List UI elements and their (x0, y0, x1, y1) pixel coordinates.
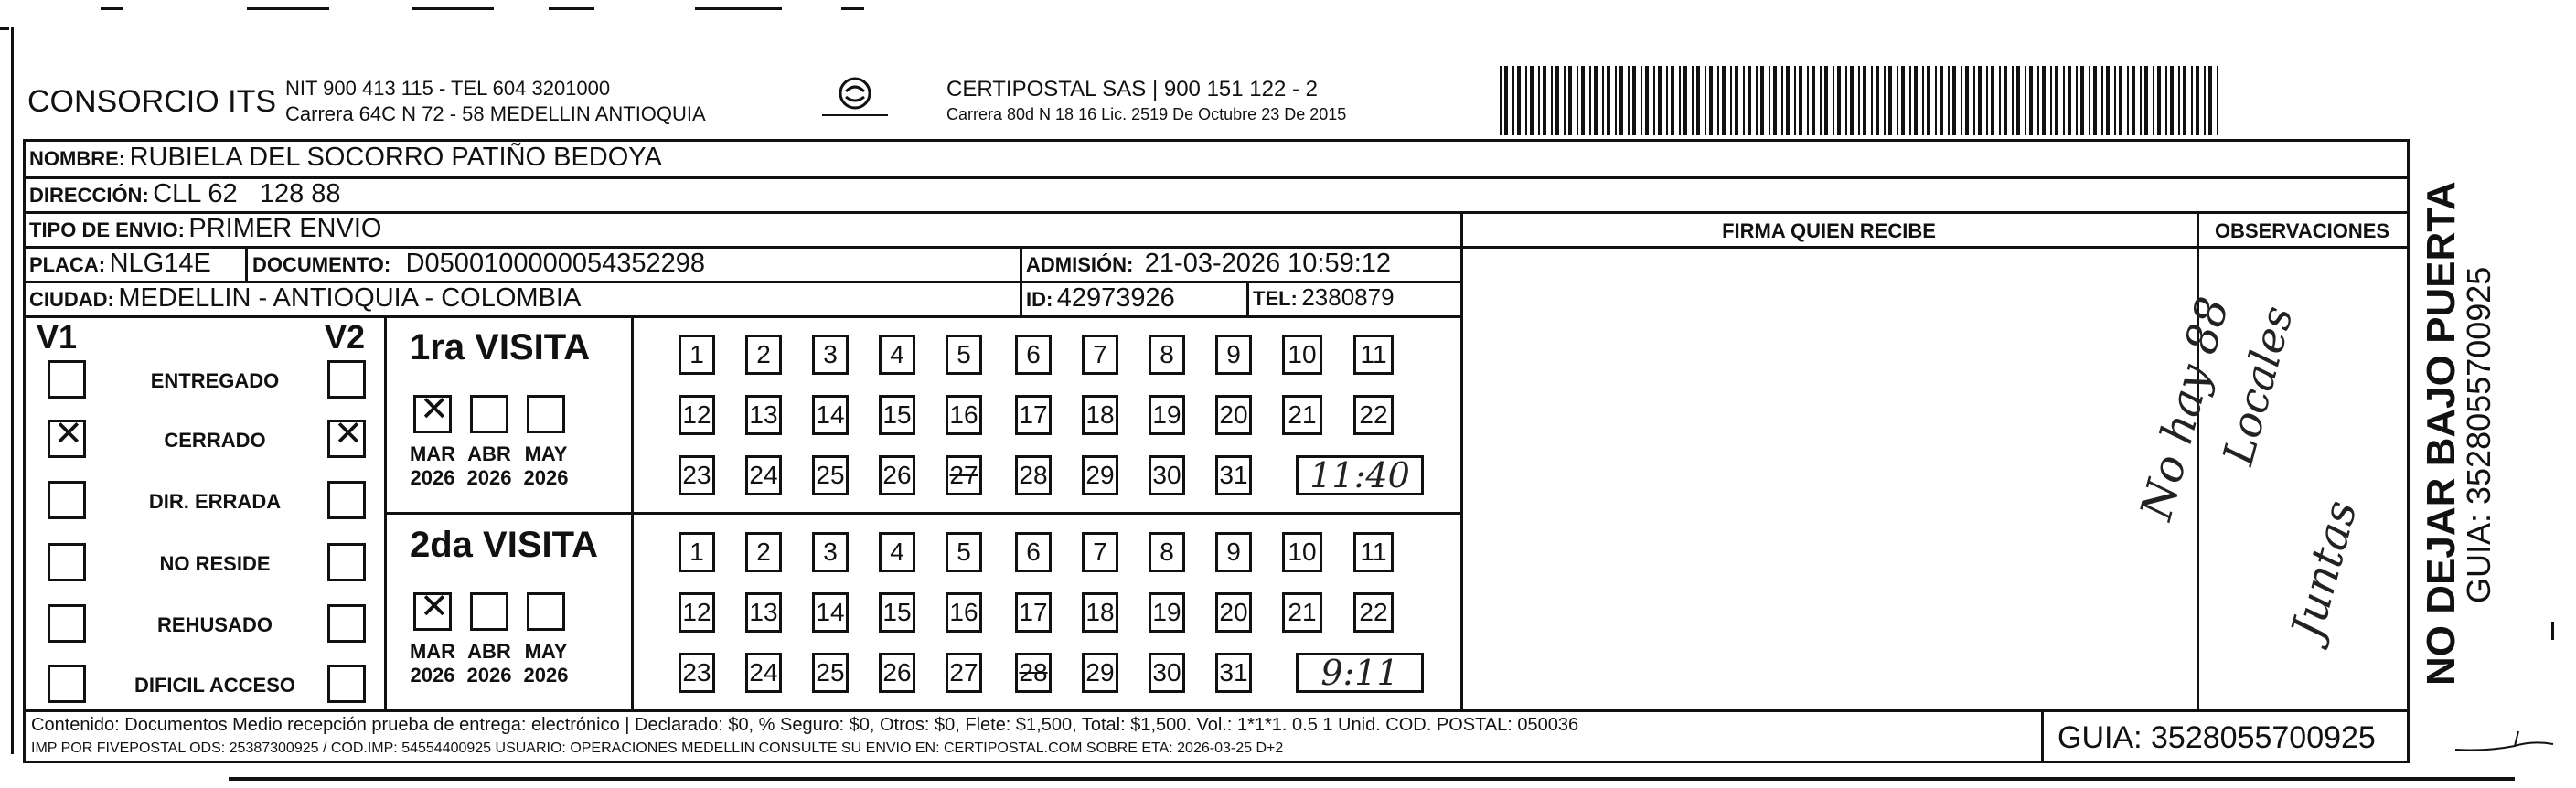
month-year: 2026 (523, 466, 569, 489)
barcode-bar (1666, 66, 1668, 135)
tel-value: 2380879 (1301, 283, 1395, 311)
v2-checkbox[interactable] (327, 543, 366, 581)
barcode-bar (1530, 66, 1534, 135)
day-box[interactable]: 28 (1015, 455, 1052, 495)
placa-value: NLG14E (109, 249, 211, 278)
barcode-bar (2101, 66, 2103, 135)
company-nit: NIT 900 413 115 - TEL 604 3201000 (285, 77, 611, 100)
barcode-bar (2080, 66, 2084, 135)
day-box[interactable]: 20 (1215, 592, 1252, 633)
barcode-bar (1914, 66, 1918, 135)
barcode-bar (1653, 66, 1655, 135)
direccion-row (29, 179, 1456, 212)
day-box[interactable]: 16 (946, 395, 982, 435)
barcode-bar (1812, 66, 1815, 135)
barcode-bar (2204, 66, 2206, 135)
day-box[interactable]: 21 (1282, 395, 1322, 435)
day-box[interactable]: 3 (812, 532, 849, 572)
barcode-bar (1978, 66, 1982, 135)
documento-value: D0500100000054352298 (405, 249, 705, 278)
day-box[interactable]: 6 (1015, 532, 1052, 572)
day-box[interactable]: 27 (946, 653, 982, 693)
status-label: DIR. ERRADA (148, 490, 282, 513)
barcode-bar (1679, 66, 1681, 135)
day-box[interactable]: 7 (1082, 335, 1118, 375)
day-box[interactable]: 2 (745, 532, 782, 572)
barcode-bar (2157, 66, 2161, 135)
status-label: NO RESIDE (159, 552, 271, 575)
day-box[interactable]: 30 (1149, 455, 1185, 495)
barcode-bar (1658, 66, 1662, 135)
barcode-bar (2127, 66, 2129, 135)
day-box[interactable]: 18 (1082, 395, 1118, 435)
check-x-icon: ✕ (334, 415, 363, 453)
barcode-bar (2063, 66, 2065, 135)
barcode-bar (1628, 66, 1630, 135)
tipo-label: TIPO DE ENVIO: (29, 218, 185, 241)
barcode-bar (2208, 66, 2212, 135)
day-box[interactable]: 15 (879, 592, 915, 633)
month-label (405, 442, 460, 490)
barcode-bar (1794, 66, 1796, 135)
barcode-bar (1555, 66, 1559, 135)
status-label: CERRADO (164, 429, 266, 452)
barcode-bar (1632, 66, 1636, 135)
day-box[interactable]: 1 (679, 532, 715, 572)
barcode-bar (2025, 66, 2026, 135)
observaciones-note-1: No hay 88 (2131, 292, 2239, 526)
v1-label: V1 (37, 318, 78, 356)
barcode-bar (1717, 66, 1719, 135)
ciudad-label: CIUDAD: (29, 288, 114, 311)
v2-checkbox[interactable] (327, 665, 366, 703)
v1-checkbox[interactable] (48, 665, 86, 703)
barcode-bar (2068, 66, 2071, 135)
day-box[interactable]: 7 (1082, 532, 1118, 572)
id-value: 42973926 (1056, 283, 1175, 313)
barcode-bar (1683, 66, 1687, 135)
day-box[interactable]: 26 (879, 653, 915, 693)
barcode-bar (1952, 66, 1956, 135)
barcode-bar (1709, 66, 1713, 135)
barcode-bar (1845, 66, 1847, 135)
day-box[interactable]: 4 (879, 335, 915, 375)
barcode-bar (1730, 66, 1732, 135)
ciudad-row (29, 283, 1017, 316)
day-box[interactable]: 12 (679, 592, 715, 633)
admision-label: ADMISIÓN: (1026, 253, 1134, 276)
day-box[interactable]: 15 (879, 395, 915, 435)
signature-mark (2451, 722, 2560, 759)
barcode-bar (2191, 66, 2193, 135)
barcode-bar (1722, 66, 1726, 135)
barcode-bar (1807, 66, 1809, 135)
barcode-bar (1773, 66, 1777, 135)
barcode-bar (1500, 66, 1502, 135)
direccion-label: DIRECCIÓN: (29, 184, 149, 207)
company-name: CONSORCIO ITS (27, 84, 277, 119)
certipostal-line1: CERTIPOSTAL SAS | 900 151 122 - 2 (946, 77, 1318, 101)
day-box[interactable]: 21 (1282, 592, 1322, 633)
visit-title: 2da VISITA (410, 525, 598, 565)
nombre-value: RUBIELA DEL SOCORRO PATIÑO BEDOYA (129, 143, 662, 172)
barcode-bar (1799, 66, 1802, 135)
day-box[interactable]: 11 (1353, 532, 1394, 572)
barcode-bar (1696, 66, 1700, 135)
month-label (462, 442, 517, 490)
barcode-bar (1692, 66, 1694, 135)
day-box[interactable]: 18 (1082, 592, 1118, 633)
day-box[interactable]: 12 (679, 395, 715, 435)
admision-value: 21-03-2026 10:59:12 (1144, 249, 1392, 278)
barcode-bar (2119, 66, 2122, 135)
barcode-bar (1897, 66, 1898, 135)
barcode-bar (2037, 66, 2039, 135)
day-box[interactable]: 11 (1353, 335, 1394, 375)
month-name: ABR (467, 442, 511, 465)
month-checkbox[interactable] (470, 395, 508, 433)
certipostal-logo (809, 75, 901, 126)
barcode-bar (1743, 66, 1745, 135)
observaciones-note-2: Locales (2213, 301, 2303, 470)
day-box-marked[interactable]: 28 (1015, 653, 1052, 693)
side-tick (2551, 622, 2554, 640)
day-box[interactable]: 5 (946, 335, 982, 375)
v2-checkbox[interactable] (327, 604, 366, 643)
month-checkbox[interactable] (527, 592, 565, 631)
month-checkbox[interactable] (413, 588, 452, 631)
barcode-bar (2217, 66, 2218, 135)
barcode-bar (2165, 66, 2167, 135)
tipo-row (29, 214, 1456, 247)
barcode-bar (1786, 66, 1790, 135)
barcode-bar (1619, 66, 1623, 135)
barcode-bar (1927, 66, 1930, 135)
direccion-value: CLL 62 128 88 (153, 179, 341, 208)
month-name: MAY (524, 640, 568, 663)
day-box[interactable]: 9 (1215, 335, 1252, 375)
barcode (1500, 66, 2222, 135)
month-year: 2026 (410, 466, 455, 489)
barcode-bar (2140, 66, 2142, 135)
barcode-bar (2153, 66, 2154, 135)
side-title: NO DEJAR BAJO PUERTA (2419, 181, 2464, 686)
day-box[interactable]: 31 (1215, 653, 1252, 693)
barcode-bar (1986, 66, 1988, 135)
v1-checkbox[interactable] (48, 543, 86, 581)
day-box[interactable]: 20 (1215, 395, 1252, 435)
barcode-bar (1564, 66, 1566, 135)
day-box[interactable]: 19 (1149, 395, 1185, 435)
day-box[interactable]: 17 (1015, 395, 1052, 435)
barcode-bar (1748, 66, 1751, 135)
barcode-bar (2196, 66, 2199, 135)
barcode-bar (1871, 66, 1873, 135)
barcode-bar (1517, 66, 1521, 135)
barcode-bar (2042, 66, 2046, 135)
barcode-bar (1965, 66, 1969, 135)
ciudad-value: MEDELLIN - ANTIOQUIA - COLOMBIA (118, 283, 582, 313)
day-box[interactable]: 23 (679, 653, 715, 693)
barcode-bar (1615, 66, 1617, 135)
barcode-bar (1858, 66, 1860, 135)
documento-row (252, 249, 1002, 282)
barcode-bar (2144, 66, 2148, 135)
day-box[interactable]: 30 (1149, 653, 1185, 693)
barcode-bar (2016, 66, 2020, 135)
status-label: REHUSADO (157, 613, 273, 636)
barcode-bar (1961, 66, 1962, 135)
barcode-bar (1581, 66, 1585, 135)
barcode-icon (1500, 66, 2222, 135)
barcode-bar (1525, 66, 1527, 135)
barcode-bar (2004, 66, 2007, 135)
footer-guia: GUIA: 3528055700925 (2058, 720, 2376, 755)
day-box[interactable]: 25 (812, 455, 849, 495)
day-box[interactable]: 29 (1082, 455, 1118, 495)
check-x-icon: ✕ (420, 588, 449, 626)
day-box[interactable]: 13 (745, 395, 782, 435)
month-year: 2026 (466, 664, 512, 687)
day-box[interactable]: 23 (679, 455, 715, 495)
barcode-bar (1863, 66, 1866, 135)
barcode-bar (1850, 66, 1854, 135)
barcode-bar (2114, 66, 2116, 135)
tel-label: TEL: (1253, 287, 1298, 310)
barcode-bar (1833, 66, 1834, 135)
day-box[interactable]: 14 (812, 395, 849, 435)
barcode-bar (1504, 66, 1508, 135)
status-label: ENTREGADO (150, 369, 280, 392)
barcode-bar (1948, 66, 1950, 135)
v2-checkbox[interactable] (327, 481, 366, 519)
barcode-bar (1756, 66, 1758, 135)
month-name: MAY (524, 442, 568, 465)
day-box[interactable]: 5 (946, 532, 982, 572)
month-name: MAR (409, 442, 456, 465)
tipo-value: PRIMER ENVIO (188, 214, 382, 243)
status-label: DIFICIL ACCESO (134, 674, 295, 697)
barcode-bar (1543, 66, 1546, 135)
barcode-bar (1671, 66, 1674, 135)
day-box[interactable]: 24 (745, 455, 782, 495)
nombre-label: NOMBRE: (29, 147, 126, 170)
placa-row (29, 249, 249, 282)
month-label (518, 640, 573, 687)
admision-row (1026, 249, 1456, 282)
barcode-bar (1999, 66, 2001, 135)
month-name: MAR (409, 640, 456, 663)
footer-line2: IMP POR FIVEPOSTAL ODS: 25387300925 / COD.IMP: 54554400925 USUARIO: OPERACIONES MEDELLIN CONSULTE SU ENVIO EN: CERTIPOSTAL.COM SOBRE ETA: 2026-03-25 D+2 (31, 740, 1284, 756)
v2-checkbox[interactable] (327, 415, 366, 458)
visit-time: 11:40 (1296, 455, 1424, 495)
v2-label: V2 (325, 318, 366, 356)
barcode-bar (1884, 66, 1886, 135)
barcode-bar (1641, 66, 1642, 135)
barcode-bar (1769, 66, 1770, 135)
side-guia: GUIA: 3528055700925 (2460, 266, 2497, 603)
id-label: ID: (1026, 288, 1053, 311)
day-box[interactable]: 6 (1015, 335, 1052, 375)
day-box[interactable]: 10 (1282, 532, 1322, 572)
month-checkbox[interactable] (527, 395, 565, 433)
visit-time: 9:11 (1296, 653, 1424, 693)
day-box[interactable]: 17 (1015, 592, 1052, 633)
day-box[interactable]: 19 (1149, 592, 1185, 633)
barcode-bar (2132, 66, 2135, 135)
day-box[interactable]: 8 (1149, 532, 1185, 572)
barcode-bar (1820, 66, 1822, 135)
barcode-bar (1876, 66, 1879, 135)
v1-checkbox[interactable] (48, 481, 86, 519)
barcode-bar (1607, 66, 1610, 135)
day-box[interactable]: 25 (812, 653, 849, 693)
barcode-bar (2050, 66, 2052, 135)
barcode-bar (1973, 66, 1975, 135)
barcode-bar (1837, 66, 1841, 135)
company-address: Carrera 64C N 72 - 58 MEDELLIN ANTIOQUIA (285, 102, 706, 125)
month-year: 2026 (523, 664, 569, 687)
day-box-marked[interactable]: 27 (946, 455, 982, 495)
barcode-bar (2170, 66, 2174, 135)
day-box[interactable]: 10 (1282, 335, 1322, 375)
barcode-bar (1735, 66, 1738, 135)
month-label (518, 442, 573, 490)
id-row (1026, 283, 1245, 316)
month-label (462, 640, 517, 687)
day-box[interactable]: 9 (1215, 532, 1252, 572)
barcode-bar (1551, 66, 1553, 135)
month-label (405, 640, 460, 687)
barcode-bar (1909, 66, 1911, 135)
observaciones-note-3: Juntas (2282, 495, 2368, 644)
v2-checkbox[interactable] (327, 360, 366, 399)
barcode-bar (1935, 66, 1937, 135)
day-box[interactable]: 22 (1353, 395, 1394, 435)
barcode-bar (1568, 66, 1572, 135)
day-box[interactable]: 29 (1082, 653, 1118, 693)
month-checkbox[interactable] (413, 390, 452, 433)
barcode-bar (1538, 66, 1540, 135)
month-year: 2026 (466, 466, 512, 489)
barcode-bar (2093, 66, 2097, 135)
placa-label: PLACA: (29, 253, 106, 276)
firma-label: FIRMA QUIEN RECIBE (1722, 219, 1936, 242)
barcode-bar (1589, 66, 1591, 135)
barcode-bar (1760, 66, 1764, 135)
barcode-bar (2178, 66, 2180, 135)
day-box[interactable]: 14 (812, 592, 849, 633)
v1-checkbox[interactable] (48, 360, 86, 399)
check-x-icon: ✕ (54, 415, 83, 453)
barcode-bar (1922, 66, 1924, 135)
day-box[interactable]: 4 (879, 532, 915, 572)
barcode-bar (1940, 66, 1943, 135)
nombre-row (29, 143, 2407, 177)
barcode-bar (1602, 66, 1604, 135)
day-box[interactable]: 22 (1353, 592, 1394, 633)
barcode-bar (2012, 66, 2014, 135)
barcode-bar (1705, 66, 1706, 135)
certipostal-line2: Carrera 80d N 18 16 Lic. 2519 De Octubre 23 De 2015 (946, 105, 1347, 123)
barcode-bar (1888, 66, 1892, 135)
barcode-bar (1901, 66, 1905, 135)
day-box[interactable]: 1 (679, 335, 715, 375)
v1-checkbox[interactable] (48, 604, 86, 643)
barcode-bar (1781, 66, 1783, 135)
signature-scribble-icon (2451, 722, 2560, 759)
month-checkbox[interactable] (470, 592, 508, 631)
barcode-bar (1645, 66, 1649, 135)
month-year: 2026 (410, 664, 455, 687)
day-box[interactable]: 2 (745, 335, 782, 375)
day-box[interactable]: 13 (745, 592, 782, 633)
footer-line1: Contenido: Documentos Medio recepción prueba de entrega: electrónico | Declarado: $0, % Seguro: $0, Otros: $0, Flete: $1,500, Total: $1,500. Vol.: 1*1*1. 0.5 1 Unid. COD. POSTAL: 050036 (31, 715, 1579, 735)
barcode-bar (2055, 66, 2058, 135)
day-box[interactable]: 24 (745, 653, 782, 693)
day-box[interactable]: 8 (1149, 335, 1185, 375)
barcode-bar (1594, 66, 1598, 135)
barcode-bar (2183, 66, 2186, 135)
certipostal-logo-icon (809, 75, 901, 126)
day-box[interactable]: 3 (812, 335, 849, 375)
barcode-bar (2089, 66, 2090, 135)
visit-title: 1ra VISITA (410, 327, 591, 367)
v1-checkbox[interactable] (48, 415, 86, 458)
barcode-bar (2076, 66, 2078, 135)
check-x-icon: ✕ (420, 390, 449, 429)
month-name: ABR (467, 640, 511, 663)
barcode-bar (1512, 66, 1514, 135)
barcode-bar (2029, 66, 2033, 135)
barcode-bar (1991, 66, 1994, 135)
tel-row (1253, 283, 1459, 316)
day-box[interactable]: 16 (946, 592, 982, 633)
barcode-bar (1824, 66, 1828, 135)
barcode-bar (2106, 66, 2110, 135)
barcode-bar (1577, 66, 1578, 135)
day-box[interactable]: 31 (1215, 455, 1252, 495)
documento-label: DOCUMENTO: (252, 253, 391, 276)
observaciones-label: OBSERVACIONES (2214, 219, 2390, 242)
day-box[interactable]: 26 (879, 455, 915, 495)
